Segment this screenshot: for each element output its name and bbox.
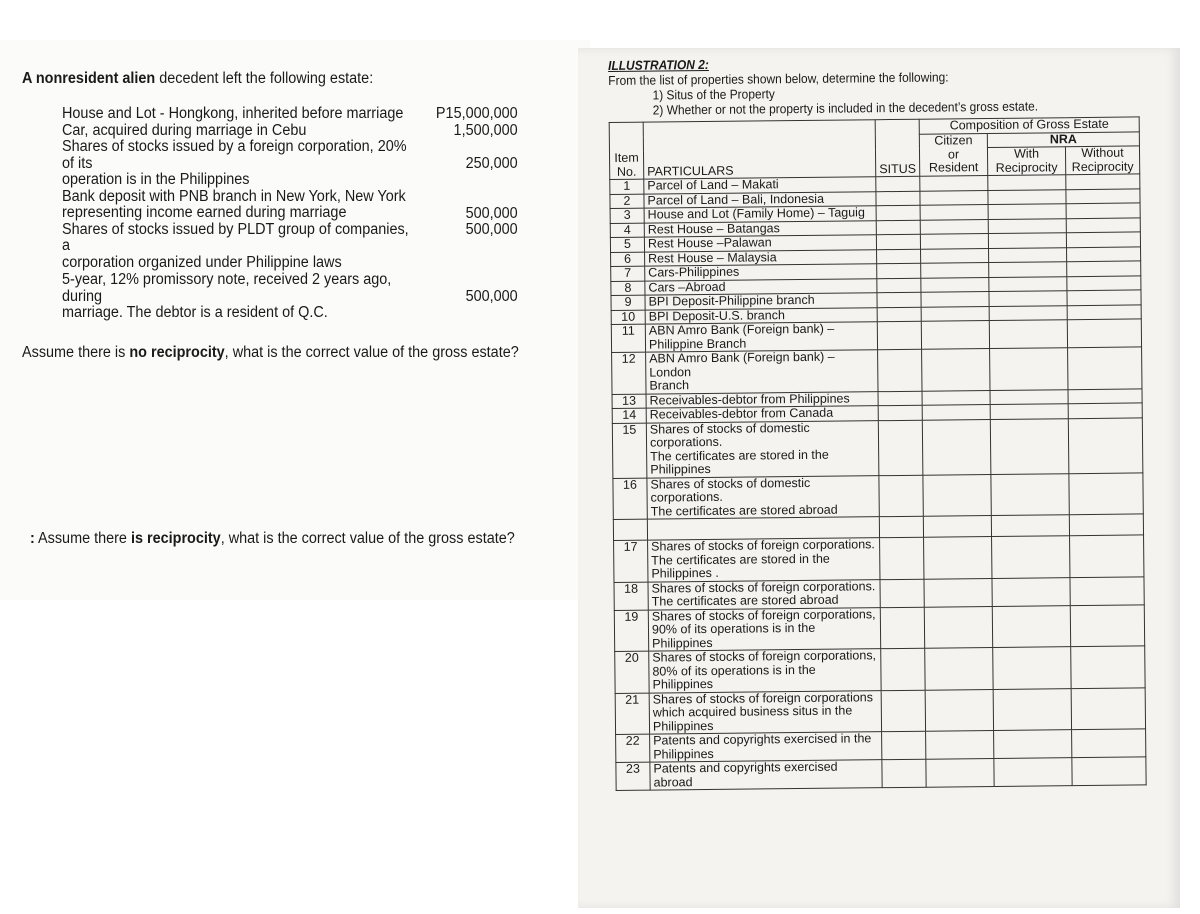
item-number: 8 xyxy=(611,281,645,296)
citizen-cell xyxy=(926,730,994,759)
item-particulars: Rest House – Malaysia xyxy=(645,249,877,266)
citizen-cell xyxy=(921,321,989,350)
item-particulars: Rest House – Batangas xyxy=(644,220,876,237)
estate-item xyxy=(62,272,518,322)
item-particulars: Rest House –Palawan xyxy=(644,235,876,252)
item-particulars: Receivables-debtor from Canada xyxy=(646,406,878,423)
situs-cell xyxy=(876,234,920,249)
table-row xyxy=(612,417,1143,478)
question-bold: is reciprocity xyxy=(130,530,221,547)
with-reciprocity-cell xyxy=(989,247,1067,262)
table-row xyxy=(614,604,1144,651)
citizen-cell xyxy=(922,419,991,475)
citizen-cell xyxy=(924,578,992,607)
without-reciprocity-cell xyxy=(1072,757,1146,786)
item-particulars: Shares of stocks of foreign corporations which acquired business situs in the Philippines xyxy=(649,690,881,734)
situs-cell xyxy=(878,391,922,406)
table-row xyxy=(614,535,1144,582)
citizen-cell xyxy=(924,537,992,579)
situs-cell xyxy=(876,191,920,206)
table-row xyxy=(616,757,1146,791)
question-text: Assume there xyxy=(34,530,131,547)
citizen-cell xyxy=(924,606,992,648)
without-reciprocity-cell xyxy=(1068,403,1142,418)
question-no-reciprocity xyxy=(22,344,519,362)
without-reciprocity-cell xyxy=(1067,261,1141,276)
without-reciprocity-cell xyxy=(1067,275,1141,290)
question-bold: no reciprocity xyxy=(129,344,225,361)
without-reciprocity-cell xyxy=(1066,217,1140,232)
without-reciprocity-cell xyxy=(1067,319,1141,348)
table-row xyxy=(613,472,1143,519)
item-number: 15 xyxy=(612,423,647,478)
header-item-no: Item No. xyxy=(609,122,644,179)
situs-cell xyxy=(877,292,921,307)
item-number: 1 xyxy=(610,179,644,194)
without-reciprocity-cell xyxy=(1066,203,1140,218)
header-citizen-resident: Citizen or Resident xyxy=(919,133,987,176)
without-reciprocity-cell xyxy=(1066,174,1140,189)
estate-item xyxy=(62,106,518,123)
item-number: 9 xyxy=(611,295,645,310)
estate-item-description: House and Lot - Hongkong, inherited before marriage xyxy=(62,105,404,122)
table-body xyxy=(610,174,1146,791)
citizen-cell xyxy=(925,689,993,731)
property-table xyxy=(609,116,1147,791)
right-page xyxy=(578,48,1180,908)
without-reciprocity-cell xyxy=(1070,535,1144,577)
intro-text: decedent left the following estate: xyxy=(155,70,374,87)
item-number: 12 xyxy=(612,352,646,394)
situs-cell xyxy=(877,307,921,322)
with-reciprocity-cell xyxy=(992,605,1070,647)
header-with-reciprocity: With Reciprocity xyxy=(987,147,1065,176)
item-number: 7 xyxy=(611,266,645,281)
without-reciprocity-cell xyxy=(1068,417,1143,473)
item-number: 17 xyxy=(614,540,648,582)
header-situs: SITUS xyxy=(875,119,920,176)
item-particulars: BPI Deposit-Philippine branch xyxy=(645,293,877,310)
table-row xyxy=(612,347,1142,394)
item-number: 4 xyxy=(610,223,644,238)
item-particulars: Shares of stocks of foreign corporations, 90% of its operations is in the Philippines xyxy=(648,607,880,651)
question-text: Assume there is xyxy=(22,344,130,361)
item-number: 10 xyxy=(611,310,645,325)
with-reciprocity-cell xyxy=(991,473,1069,515)
without-reciprocity-cell xyxy=(1068,347,1142,389)
situs-cell xyxy=(878,405,922,420)
estate-item xyxy=(62,139,518,189)
item-number: 6 xyxy=(611,252,645,267)
header-particulars: PARTICULARS xyxy=(643,120,876,179)
item-particulars: Cars-Philippines xyxy=(645,264,877,281)
table-row xyxy=(615,687,1145,734)
citizen-cell xyxy=(923,474,991,516)
without-reciprocity-cell xyxy=(1067,246,1141,261)
situs-cell xyxy=(881,648,925,690)
with-reciprocity-cell xyxy=(989,276,1067,291)
gap-cell xyxy=(613,519,647,540)
illustration-point: 1) Situs of the Property xyxy=(652,86,775,103)
header-composition: Composition of Gross Estate xyxy=(919,117,1139,134)
citizen-cell xyxy=(921,292,989,307)
citizen-cell xyxy=(920,234,988,249)
without-reciprocity-cell xyxy=(1069,472,1143,514)
header-without-reciprocity: Without Reciprocity xyxy=(1065,146,1139,175)
estate-item xyxy=(62,123,518,140)
item-particulars: Shares of stocks of foreign corporations. The certificates are stored abroad xyxy=(648,579,880,609)
estate-item-amount: P15,000,000 xyxy=(435,105,518,122)
estate-item-description: Shares of stocks issued by PLDT group of companies, a corporation organized under Philippine laws xyxy=(62,220,409,271)
with-reciprocity-cell xyxy=(992,536,1070,578)
estate-item-description: Car, acquired during marriage in Cebu xyxy=(62,121,307,139)
problem-intro xyxy=(22,70,373,88)
item-number: 18 xyxy=(614,582,648,610)
situs-cell xyxy=(876,220,920,235)
with-reciprocity-cell xyxy=(988,204,1066,219)
without-reciprocity-cell xyxy=(1070,604,1144,646)
estate-list xyxy=(62,106,552,322)
item-particulars: Cars –Abroad xyxy=(645,278,877,295)
item-number: 22 xyxy=(616,734,650,762)
situs-cell xyxy=(881,690,925,732)
question-with-reciprocity xyxy=(30,530,515,548)
header-nra: NRA xyxy=(987,131,1139,147)
with-reciprocity-cell xyxy=(988,218,1066,233)
item-number: 20 xyxy=(615,651,649,693)
citizen-cell xyxy=(921,263,989,278)
without-reciprocity-cell xyxy=(1070,576,1144,605)
estate-item-amount: 500,000 xyxy=(465,204,518,222)
without-reciprocity-cell xyxy=(1071,646,1145,688)
estate-item-amount: 1,500,000 xyxy=(453,121,518,139)
situs-cell xyxy=(880,607,924,649)
item-number: 2 xyxy=(610,194,644,209)
citizen-cell xyxy=(920,219,988,234)
with-reciprocity-cell xyxy=(993,647,1071,689)
situs-cell xyxy=(878,349,922,391)
item-particulars: Parcel of Land – Makati xyxy=(644,177,876,194)
item-particulars: Patents and copyrights exercised in the Philippines xyxy=(650,732,882,762)
estate-item-amount: 250,000 xyxy=(465,154,518,172)
situs-cell xyxy=(876,205,920,220)
without-reciprocity-cell xyxy=(1066,188,1140,203)
item-number: 3 xyxy=(610,208,644,223)
with-reciprocity-cell xyxy=(990,404,1068,419)
situs-cell xyxy=(880,537,924,579)
with-reciprocity-cell xyxy=(994,730,1072,759)
citizen-cell xyxy=(925,648,993,690)
item-particulars: Shares of stocks of domestic corporations. The certificates are stored abroad xyxy=(647,475,879,519)
estate-item-description: 5-year, 12% promissory note, received 2 years ago, during marriage. The debtor is a resident of Q.C. xyxy=(62,271,392,321)
item-number: 16 xyxy=(613,478,647,520)
item-particulars: Shares of stocks of foreign corporations, 80% of its operations is in the Philippines xyxy=(649,649,881,693)
with-reciprocity-cell xyxy=(990,418,1069,474)
item-number: 14 xyxy=(612,408,646,423)
question-prefix: : xyxy=(30,530,35,547)
with-reciprocity-cell xyxy=(990,348,1068,390)
intro-bold: A nonresident alien xyxy=(22,70,156,87)
with-reciprocity-cell xyxy=(988,189,1066,204)
without-reciprocity-cell xyxy=(1066,232,1140,247)
estate-item-description: Shares of stocks issued by a foreign corporation, 20% of its operation is in the Philippines xyxy=(62,138,407,188)
without-reciprocity-cell xyxy=(1071,687,1145,729)
item-particulars: Patents and copyrights exercised abroad xyxy=(650,760,882,790)
with-reciprocity-cell xyxy=(988,233,1066,248)
citizen-cell xyxy=(921,306,989,321)
without-reciprocity-cell xyxy=(1068,388,1142,403)
situs-cell xyxy=(877,321,921,349)
left-page xyxy=(0,40,590,600)
estate-item-amount: 500,000 xyxy=(465,287,518,305)
item-number: 19 xyxy=(614,610,648,652)
citizen-cell xyxy=(920,190,988,205)
citizen-cell xyxy=(921,248,989,263)
situs-cell xyxy=(877,249,921,264)
item-number: 5 xyxy=(610,237,644,252)
situs-cell xyxy=(879,475,923,517)
with-reciprocity-cell xyxy=(993,688,1071,730)
with-reciprocity-cell xyxy=(989,291,1067,306)
table-row xyxy=(615,646,1145,693)
situs-cell xyxy=(878,420,923,475)
item-particulars: Receivables-debtor from Philippines xyxy=(646,391,878,408)
item-number: 21 xyxy=(615,693,649,735)
item-particulars: ABN Amro Bank (Foreign bank) – London Branch xyxy=(646,350,878,394)
gap-cell xyxy=(923,516,991,538)
question-text: , what is the correct value of the gross estate? xyxy=(224,344,519,361)
with-reciprocity-cell xyxy=(990,389,1068,404)
citizen-cell xyxy=(926,758,994,787)
citizen-cell xyxy=(920,205,988,220)
estate-item xyxy=(62,222,518,272)
situs-cell xyxy=(877,263,921,278)
estate-item-description: Bank deposit with PNB branch in New York, New York representing income earned during marriage xyxy=(62,187,406,221)
illustration-instruction: From the list of properties shown below, determine the following: xyxy=(608,69,949,88)
item-particulars: BPI Deposit-U.S. branch xyxy=(645,307,877,324)
item-number: 13 xyxy=(612,394,646,409)
without-reciprocity-cell xyxy=(1067,304,1141,319)
item-particulars: Shares of stocks of domestic corporations. The certificates are stored in the Philippines xyxy=(646,420,879,477)
item-number: 11 xyxy=(611,324,645,352)
citizen-cell xyxy=(922,349,990,391)
illustration-content xyxy=(608,52,1169,790)
estate-item-amount: 500,000 xyxy=(465,220,518,238)
item-particulars: Shares of stocks of foreign corporations. The certificates are stored in the Philippines . xyxy=(648,538,880,582)
with-reciprocity-cell xyxy=(989,262,1067,277)
item-particulars: Parcel of Land – Bali, Indonesia xyxy=(644,191,876,208)
with-reciprocity-cell xyxy=(994,758,1072,787)
situs-cell xyxy=(876,176,920,191)
situs-cell xyxy=(882,731,926,759)
question-text: , what is the correct value of the gross estate? xyxy=(220,530,515,547)
illustration-point: 2) Whether or not the property is included in the decedent’s gross estate. xyxy=(652,98,1039,118)
with-reciprocity-cell xyxy=(989,305,1067,320)
without-reciprocity-cell xyxy=(1067,290,1141,305)
citizen-cell xyxy=(922,390,990,405)
gap-cell xyxy=(1069,514,1143,536)
citizen-cell xyxy=(922,405,990,420)
with-reciprocity-cell xyxy=(989,320,1067,349)
with-reciprocity-cell xyxy=(988,175,1066,190)
item-particulars: ABN Amro Bank (Foreign bank) – Philippine Branch xyxy=(645,322,877,352)
citizen-cell xyxy=(921,277,989,292)
without-reciprocity-cell xyxy=(1072,729,1146,758)
situs-cell xyxy=(877,278,921,293)
illustration-title: ILLUSTRATION 2: xyxy=(608,56,709,73)
citizen-cell xyxy=(920,176,988,191)
situs-cell xyxy=(880,579,924,607)
with-reciprocity-cell xyxy=(992,577,1070,606)
item-particulars: House and Lot (Family Home) – Taguig xyxy=(644,206,876,223)
situs-cell xyxy=(882,759,926,787)
gap-cell xyxy=(879,516,923,537)
estate-item xyxy=(62,189,518,222)
gap-cell xyxy=(991,515,1069,537)
item-number: 23 xyxy=(616,762,650,790)
